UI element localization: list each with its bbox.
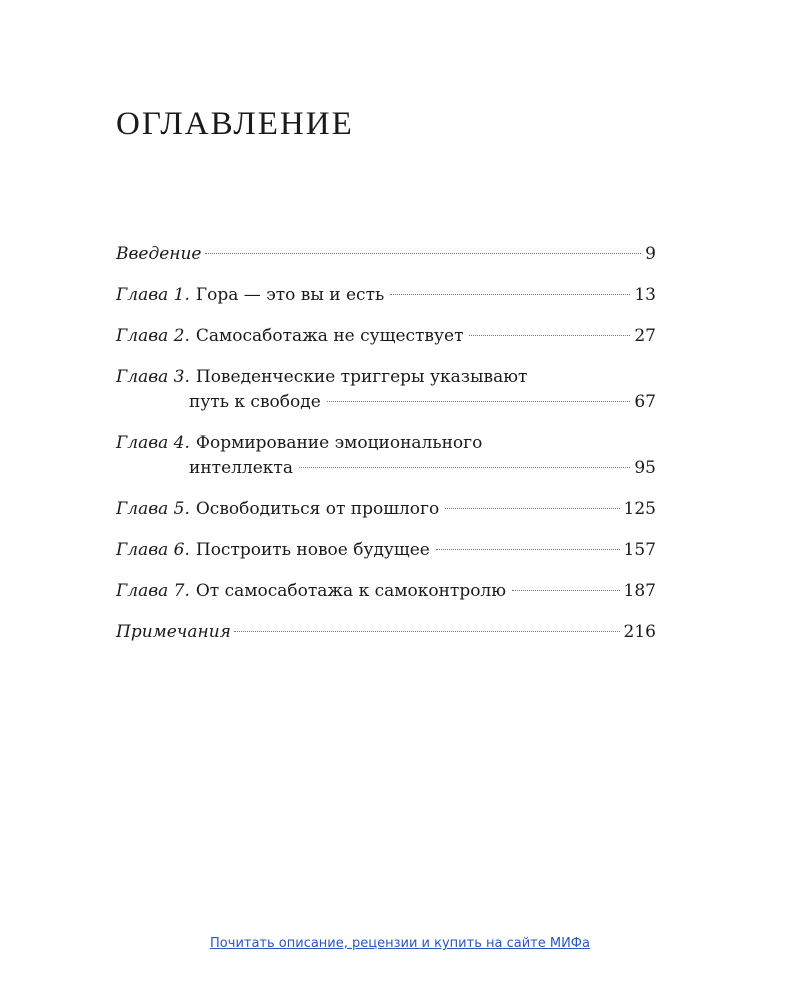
buy-on-mif-link[interactable]: Почитать описание, рецензии и купить на сайте МИФа: [210, 936, 590, 951]
toc-page-number: 67: [634, 392, 656, 412]
toc-entry-title-continued: путь к свободе: [189, 392, 321, 412]
dot-leader: [299, 467, 630, 468]
toc-page-number: 157: [623, 540, 656, 560]
toc-entry-notes[interactable]: [116, 620, 656, 645]
dot-leader: [436, 549, 620, 550]
toc-entry-chapter-7[interactable]: [116, 579, 656, 604]
toc-entry-label: Глава 7.: [116, 581, 190, 601]
toc-page-number: 216: [623, 622, 656, 642]
toc-entry-title: Самосаботажа не существует: [195, 326, 464, 346]
toc-entry-chapter-1[interactable]: [116, 283, 656, 308]
toc-page-number: 13: [634, 285, 656, 305]
toc-page-number: 95: [634, 458, 656, 478]
toc-entry-label: Глава 3.: [116, 367, 190, 387]
table-of-contents: [116, 242, 656, 661]
toc-entry-title: Освободиться от прошлого: [195, 499, 440, 519]
toc-entry-title: Формирование эмоционального: [195, 433, 483, 453]
toc-entry-label: Примечания: [116, 622, 231, 642]
toc-entry-title: Построить новое будущее: [195, 540, 430, 560]
dot-leader: [445, 508, 619, 509]
page-title: ОГЛАВЛЕНИЕ: [116, 106, 354, 142]
toc-entry-title-continued: интеллекта: [189, 458, 293, 478]
toc-entry-label: Введение: [116, 244, 202, 264]
toc-entry-label: Глава 4.: [116, 433, 190, 453]
toc-entry-title: От самосаботажа к самоконтролю: [195, 581, 507, 601]
dot-leader: [469, 335, 630, 336]
toc-entry-chapter-3[interactable]: [116, 365, 656, 415]
dot-leader: [327, 401, 631, 402]
dot-leader: [390, 294, 630, 295]
toc-page-number: 27: [634, 326, 656, 346]
dot-leader: [234, 631, 620, 632]
toc-entry-title: Гора — это вы и есть: [195, 285, 385, 305]
toc-page-number: 187: [623, 581, 656, 601]
toc-page-number: 9: [645, 244, 656, 264]
toc-entry-label: Глава 5.: [116, 499, 190, 519]
toc-entry-label: Глава 2.: [116, 326, 190, 346]
toc-entry-chapter-2[interactable]: [116, 324, 656, 349]
toc-entry-chapter-6[interactable]: [116, 538, 656, 563]
toc-entry-introduction[interactable]: [116, 242, 656, 267]
toc-entry-label: Глава 6.: [116, 540, 190, 560]
dot-leader: [512, 590, 620, 591]
toc-entry-chapter-5[interactable]: [116, 497, 656, 522]
toc-entry-label: Глава 1.: [116, 285, 190, 305]
toc-entry-chapter-4[interactable]: [116, 431, 656, 481]
dot-leader: [205, 253, 642, 254]
toc-entry-title: Поведенческие триггеры указывают: [195, 367, 528, 387]
toc-page-number: 125: [623, 499, 656, 519]
